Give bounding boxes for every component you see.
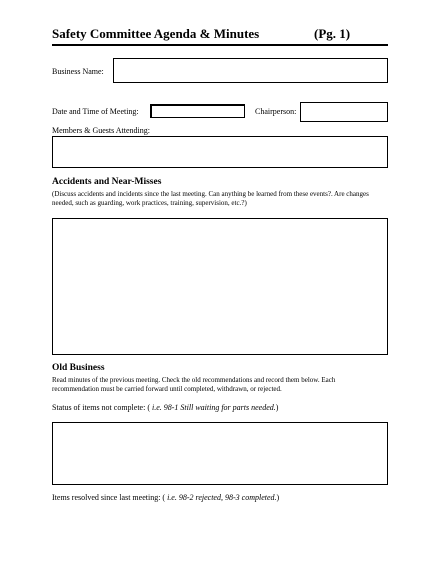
- status-notes-field[interactable]: [52, 422, 388, 485]
- chairperson-label: Chairperson:: [255, 107, 297, 116]
- members-field[interactable]: [52, 136, 388, 168]
- status-not-complete-line: [52, 403, 278, 412]
- accidents-description: (Discuss accidents and incidents since the last meeting. Can anything be learned from these events?. Are changes needed, such as guarding, work practices, training, supervision, etc.?): [52, 190, 369, 207]
- title-text: Safety Committee Agenda & Minutes: [52, 26, 260, 41]
- page-title: [52, 26, 388, 42]
- resolved-close: ): [276, 493, 280, 502]
- title-rule: [52, 44, 388, 46]
- status-label: Status of items not complete: (: [52, 403, 150, 412]
- accidents-notes-field[interactable]: [52, 218, 388, 355]
- date-time-field[interactable]: [150, 104, 245, 118]
- chairperson-field[interactable]: [300, 102, 388, 122]
- business-name-label: Business Name:: [52, 67, 104, 76]
- page-number: (Pg. 1): [314, 26, 351, 41]
- business-name-field[interactable]: [113, 58, 388, 83]
- status-example: i.e. 98-1 Still waiting for parts needed.: [151, 403, 276, 412]
- resolved-label: Items resolved since last meeting: (: [52, 493, 166, 502]
- accidents-heading: Accidents and Near-Misses: [52, 177, 162, 187]
- date-time-label: Date and Time of Meeting:: [52, 107, 139, 116]
- old-business-description: Read minutes of the previous meeting. Check the old recommendations and record them below. Each recommendation must be carried forward until completed, withdrawn, or rejected.: [52, 376, 336, 393]
- old-business-heading: Old Business: [52, 363, 105, 373]
- status-close: ): [275, 403, 279, 412]
- items-resolved-line: [52, 493, 279, 502]
- members-label: Members & Guests Attending:: [52, 126, 150, 135]
- resolved-example: i.e. 98-2 rejected, 98-3 completed.: [167, 493, 277, 502]
